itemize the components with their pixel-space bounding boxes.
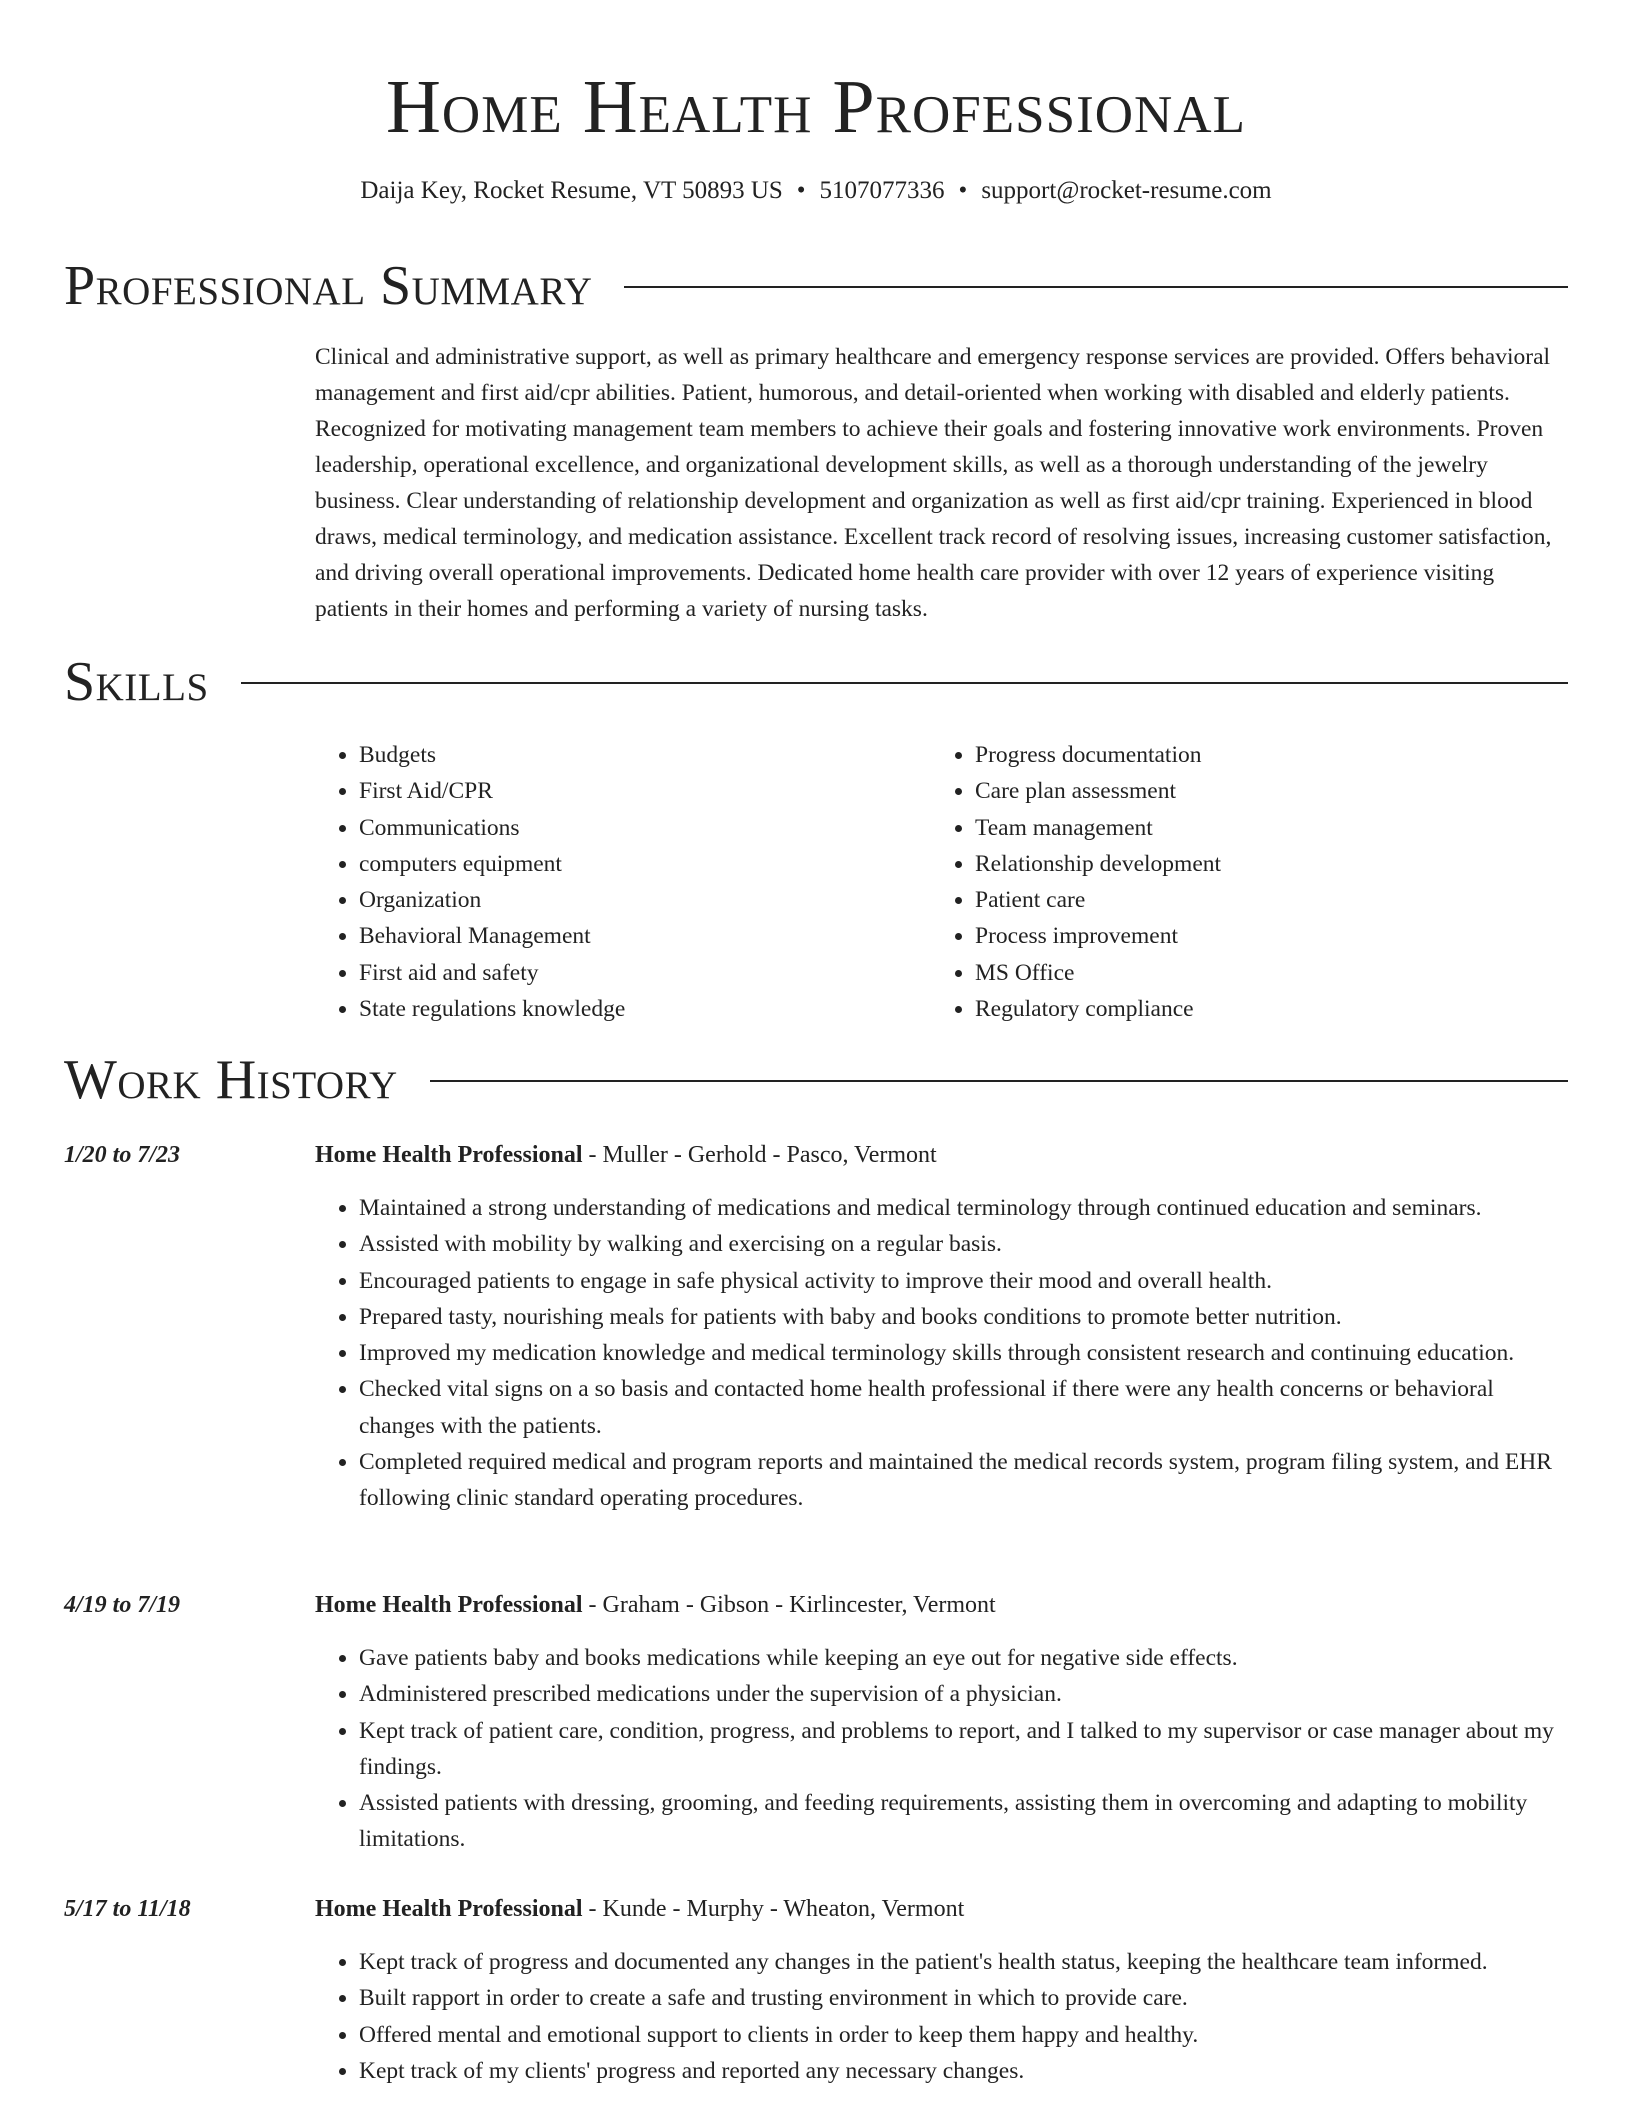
skill-item: • State regulations knowledge xyxy=(359,991,625,1027)
summary-section-header xyxy=(64,254,1568,318)
job-bullet: • Maintained a strong understanding of medications and medical terminology through continued education and seminars. xyxy=(359,1190,1570,1226)
job-bullet: • Prepared tasty, nourishing meals for patients with baby and books conditions to promote better nutrition. xyxy=(359,1299,1570,1335)
work-section-header xyxy=(64,1048,1568,1112)
skills-heading: Skills xyxy=(64,651,209,713)
contact-separator: • xyxy=(958,177,968,204)
job-bullets xyxy=(315,1640,1570,1858)
job-bullets xyxy=(315,1190,1570,1517)
contact-address: Daija Key, Rocket Resume, VT 50893 US xyxy=(360,177,783,204)
summary-heading: Professional Summary xyxy=(64,255,593,317)
job-bullet: • Encouraged patients to engage in safe physical activity to improve their mood and overall health. xyxy=(359,1263,1570,1299)
job-role: Home Health Professional xyxy=(315,1592,583,1618)
job-bullet: • Gave patients baby and books medications while keeping an eye out for negative side effects. xyxy=(359,1640,1570,1676)
job-employer: - Muller - Gerhold - Pasco, Vermont xyxy=(582,1142,937,1168)
skill-item: • First aid and safety xyxy=(359,955,625,991)
skill-item: • computers equipment xyxy=(359,846,625,882)
summary-text: Clinical and administrative support, as well as primary healthcare and emergency response services are provided. Offers behavioral management and first aid/cpr abilities. Patient, humorous, and detail-oriented when working with disabled and elderly patients. Recognized for motivating management team members to achieve their goals and fostering innovative work environments. Proven leadership, operational excellence, and organizational development skills, as well as a thorough understanding of the jewelry business. Clear understanding of relationship development and organization as well as first aid/cpr training. Experienced in blood draws, medical terminology, and medication assistance. Excellent track record of resolving issues, increasing customer satisfaction, and driving overall operational improvements. Dedicated home health care provider with over 12 years of experience visiting patients in their homes and performing a variety of nursing tasks. xyxy=(315,344,1552,622)
job-bullet: • Kept track of patient care, condition, progress, and problems to report, and I talked to my supervisor or case manager about my findings. xyxy=(359,1713,1570,1786)
job-title-line xyxy=(315,1589,996,1621)
job-bullet: • Kept track of my clients' progress and reported any necessary changes. xyxy=(359,2053,1570,2089)
job-dates: 5/17 to 11/18 xyxy=(64,1896,191,1922)
job-dates: 1/20 to 7/23 xyxy=(64,1142,181,1168)
skill-item: • MS Office xyxy=(975,955,1221,991)
job-title-line xyxy=(315,1139,937,1171)
skill-item: • First Aid/CPR xyxy=(359,773,625,809)
job-employer: - Graham - Gibson - Kirlincester, Vermont xyxy=(582,1592,996,1618)
job-bullets xyxy=(315,1944,1570,2089)
skill-item: • Team management xyxy=(975,810,1221,846)
job-bullet: • Administered prescribed medications under the supervision of a physician. xyxy=(359,1676,1570,1712)
contact-line xyxy=(0,175,1632,207)
job-title-line xyxy=(315,1893,964,1925)
section-divider xyxy=(624,286,1568,288)
job-bullet: • Offered mental and emotional support to clients in order to keep them happy and healthy. xyxy=(359,2017,1570,2053)
job-employer: - Kunde - Murphy - Wheaton, Vermont xyxy=(582,1896,965,1922)
job-bullet: • Checked vital signs on a so basis and contacted home health professional if there were any health concerns or behavioral changes with the patients. xyxy=(359,1371,1570,1444)
job-role: Home Health Professional xyxy=(315,1896,583,1922)
job-role: Home Health Professional xyxy=(315,1142,583,1168)
skill-item: • Care plan assessment xyxy=(975,773,1221,809)
contact-separator: • xyxy=(796,177,806,204)
skill-item: • Regulatory compliance xyxy=(975,991,1221,1027)
work-heading: Work History xyxy=(64,1049,398,1111)
skills-list-right xyxy=(931,737,1221,1027)
job-bullet: • Built rapport in order to create a safe and trusting environment in which to provide care. xyxy=(359,1980,1570,2016)
skill-item: • Patient care xyxy=(975,882,1221,918)
job-dates: 4/19 to 7/19 xyxy=(64,1592,181,1618)
resume-name: Home Health Professional xyxy=(386,65,1246,149)
contact-email: support@rocket-resume.com xyxy=(981,177,1272,204)
contact-phone: 5107077336 xyxy=(819,177,945,204)
skill-item: • Process improvement xyxy=(975,918,1221,954)
skills-section-header xyxy=(64,650,1568,714)
skill-item: • Progress documentation xyxy=(975,737,1221,773)
skill-item: • Communications xyxy=(359,810,625,846)
skill-item: • Budgets xyxy=(359,737,625,773)
job-bullet: • Kept track of progress and documented any changes in the patient's health status, keeping the healthcare team informed. xyxy=(359,1944,1570,1980)
section-divider xyxy=(430,1080,1568,1082)
skills-list-left xyxy=(315,737,625,1027)
skill-item: • Organization xyxy=(359,882,625,918)
skill-item: • Behavioral Management xyxy=(359,918,625,954)
job-bullet: • Assisted patients with dressing, grooming, and feeding requirements, assisting them in overcoming and adapting to mobility limitations. xyxy=(359,1785,1570,1858)
job-bullet: • Completed required medical and program reports and maintained the medical records system, program filing system, and EHR following clinic standard operating procedures. xyxy=(359,1444,1570,1517)
job-bullet: • Assisted with mobility by walking and exercising on a regular basis. xyxy=(359,1226,1570,1262)
job-bullet: • Improved my medication knowledge and medical terminology skills through consistent research and continuing education. xyxy=(359,1335,1570,1371)
skill-item: • Relationship development xyxy=(975,846,1221,882)
section-divider xyxy=(241,682,1568,684)
